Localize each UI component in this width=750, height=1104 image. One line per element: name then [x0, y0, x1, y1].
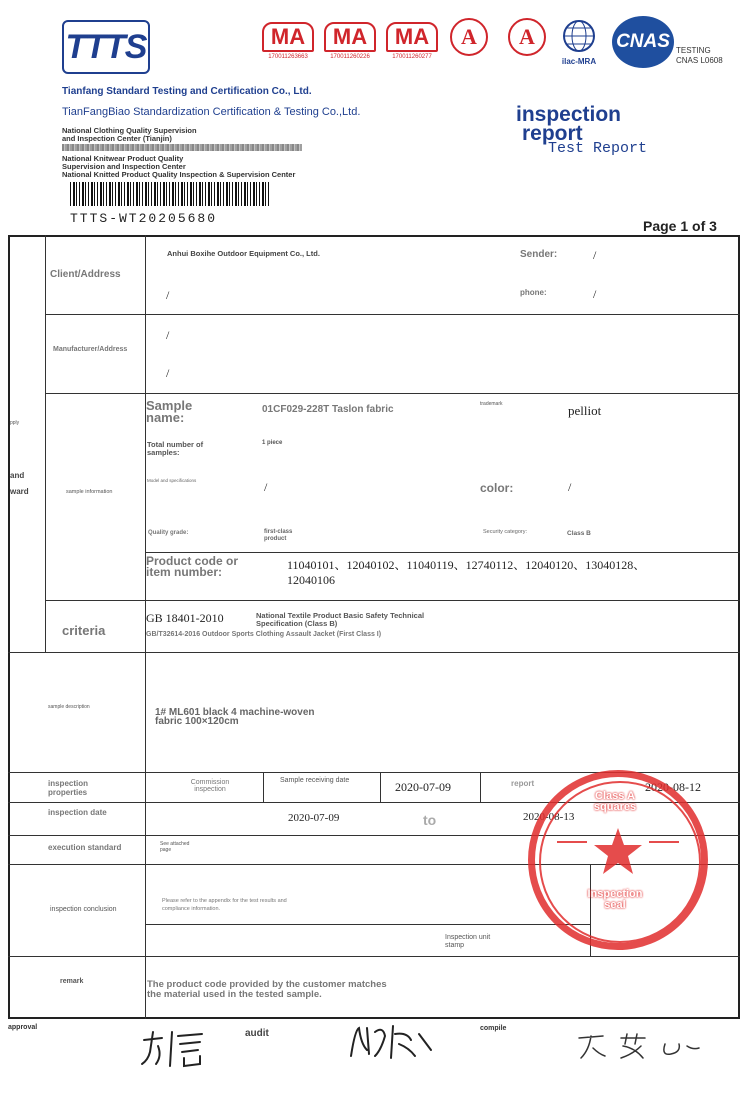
supervision-center-1: National Clothing Quality Supervision and Inspection Center (Tianjin) [62, 126, 197, 143]
cma-badge-3: MA 170011260277 [386, 22, 438, 60]
side-label-supply: pply [10, 420, 20, 426]
manufacturer-label: Manufacturer/Address [53, 346, 128, 353]
audit-label: audit [245, 1028, 269, 1039]
conclusion-label: inspection conclusion [50, 906, 117, 913]
cnas-logo: CNAS [612, 16, 674, 68]
criteria-std1: GB 18401-2010 [146, 611, 224, 625]
security-value: Class B [567, 530, 591, 537]
inspection-date-to-label: to [423, 812, 437, 828]
sender-label: Sender: [520, 249, 558, 260]
inspection-date-from: 2020-07-09 [288, 812, 340, 824]
description-label: sample description [48, 704, 90, 710]
client-label: Client/Address [50, 269, 121, 280]
sample-name: 01CF029-228T Taslon fabric [262, 404, 394, 415]
seal-inspection-text: Inspection seal [587, 888, 643, 911]
model-value: / [264, 480, 268, 494]
seal-class-text: Class A squares [593, 790, 637, 813]
report-number: TTTS-WT20205680 [70, 211, 218, 226]
phone-label: phone: [520, 288, 547, 297]
manufacturer-name: / [166, 328, 170, 342]
conclusion-text: Please refer to the appendix for the test results and compliance information. [162, 898, 287, 912]
inspection-seal [528, 770, 708, 950]
client-name: Anhui Boxihe Outdoor Equipment Co., Ltd. [167, 249, 320, 258]
page-indicator: Page 1 of 3 [643, 218, 717, 234]
company-name-pinyin: TianFangBiao Standardization Certification & Testing Co.,Ltd. [62, 106, 361, 118]
total-samples-value: 1 piece [262, 440, 283, 446]
trademark-value: pelliot [568, 403, 602, 418]
model-label: Model and specifications [147, 478, 197, 483]
sample-info-label: sample information [66, 489, 113, 495]
ttts-logo: TTTS [62, 20, 150, 74]
commission-inspection: Commission inspection [190, 779, 230, 793]
compile-label: compile [480, 1025, 507, 1032]
remark-label: remark [60, 978, 84, 985]
criteria-std1-desc: National Textile Product Basic Safety Technical Specification (Class B) [256, 611, 425, 628]
execution-standard-value: See attached page [160, 841, 190, 853]
report-date-label: report [511, 779, 535, 788]
remark-text: The product code provided by the customer matches the material used in the tested sample. [147, 979, 387, 1000]
cnas-code: CNAS L0608 [676, 56, 723, 65]
product-code-label: Product code or item number: [146, 554, 239, 579]
inspection-properties-label: inspection properties [48, 779, 89, 797]
supervision-center-2: National Knitwear Product Quality Supervision and Inspection Center National Knitted Product Quality Inspection & Supervision Center [62, 154, 296, 179]
criteria-label: criteria [62, 623, 106, 638]
compile-signature [575, 1030, 705, 1062]
globe-icon [559, 18, 599, 58]
sample-name-label: Sample name: [146, 398, 193, 425]
star-icon [593, 827, 643, 875]
color-label: color: [480, 481, 514, 495]
phone-value: / [593, 287, 597, 301]
total-samples-label: Total number of samples: [147, 440, 204, 457]
trademark-label: trademark [480, 401, 503, 407]
report-date: 2020-08-12 [645, 780, 701, 794]
company-name: Tianfang Standard Testing and Certification Co., Ltd. [62, 86, 312, 97]
cma-badge-1: MA 170011263663 [262, 22, 314, 60]
cal-mark-icon-2: A [504, 18, 550, 56]
report-title-1: inspection [516, 103, 622, 126]
sender-value: / [593, 248, 597, 262]
description-text: 1# ML601 black 4 machine-woven fabric 100×120cm [155, 707, 315, 727]
cma-badge-2: MA 170011260226 [324, 22, 376, 60]
approval-signature [140, 1026, 210, 1068]
client-address: / [166, 288, 170, 302]
approval-label: approval [8, 1024, 38, 1031]
quality-grade-value: first-class product [264, 529, 293, 542]
unit-stamp-label: Inspection unit stamp [445, 934, 491, 949]
side-label: and ward [10, 471, 29, 496]
receive-date: 2020-07-09 [395, 780, 451, 794]
execution-standard-label: execution standard [48, 843, 122, 852]
report-title-3: Test Report [548, 140, 648, 157]
barcode [70, 182, 270, 206]
blurred-text [62, 144, 302, 151]
product-code-value: 11040101、12040102、11040119、12740112、12040120、13040128、 12040106 [287, 558, 646, 587]
audit-signature [345, 1020, 435, 1062]
report-title-2: report [522, 122, 583, 145]
security-label: Security category: [483, 529, 528, 535]
quality-grade-label: Quality grade: [148, 530, 189, 536]
cnas-sub: TESTING [676, 46, 711, 55]
criteria-std2: GB/T32614-2016 Outdoor Sports Clothing Assault Jacket (First Class I) [146, 631, 382, 638]
manufacturer-address: / [166, 366, 170, 380]
color-value: / [568, 480, 572, 494]
receive-date-label: Sample receiving date [280, 777, 350, 784]
ilac-mra-logo: ilac-MRA [556, 18, 602, 66]
cal-mark-icon-1: A [446, 18, 492, 56]
inspection-date-to: 2020-08-13 [523, 811, 575, 823]
inspection-date-label: inspection date [48, 808, 107, 817]
